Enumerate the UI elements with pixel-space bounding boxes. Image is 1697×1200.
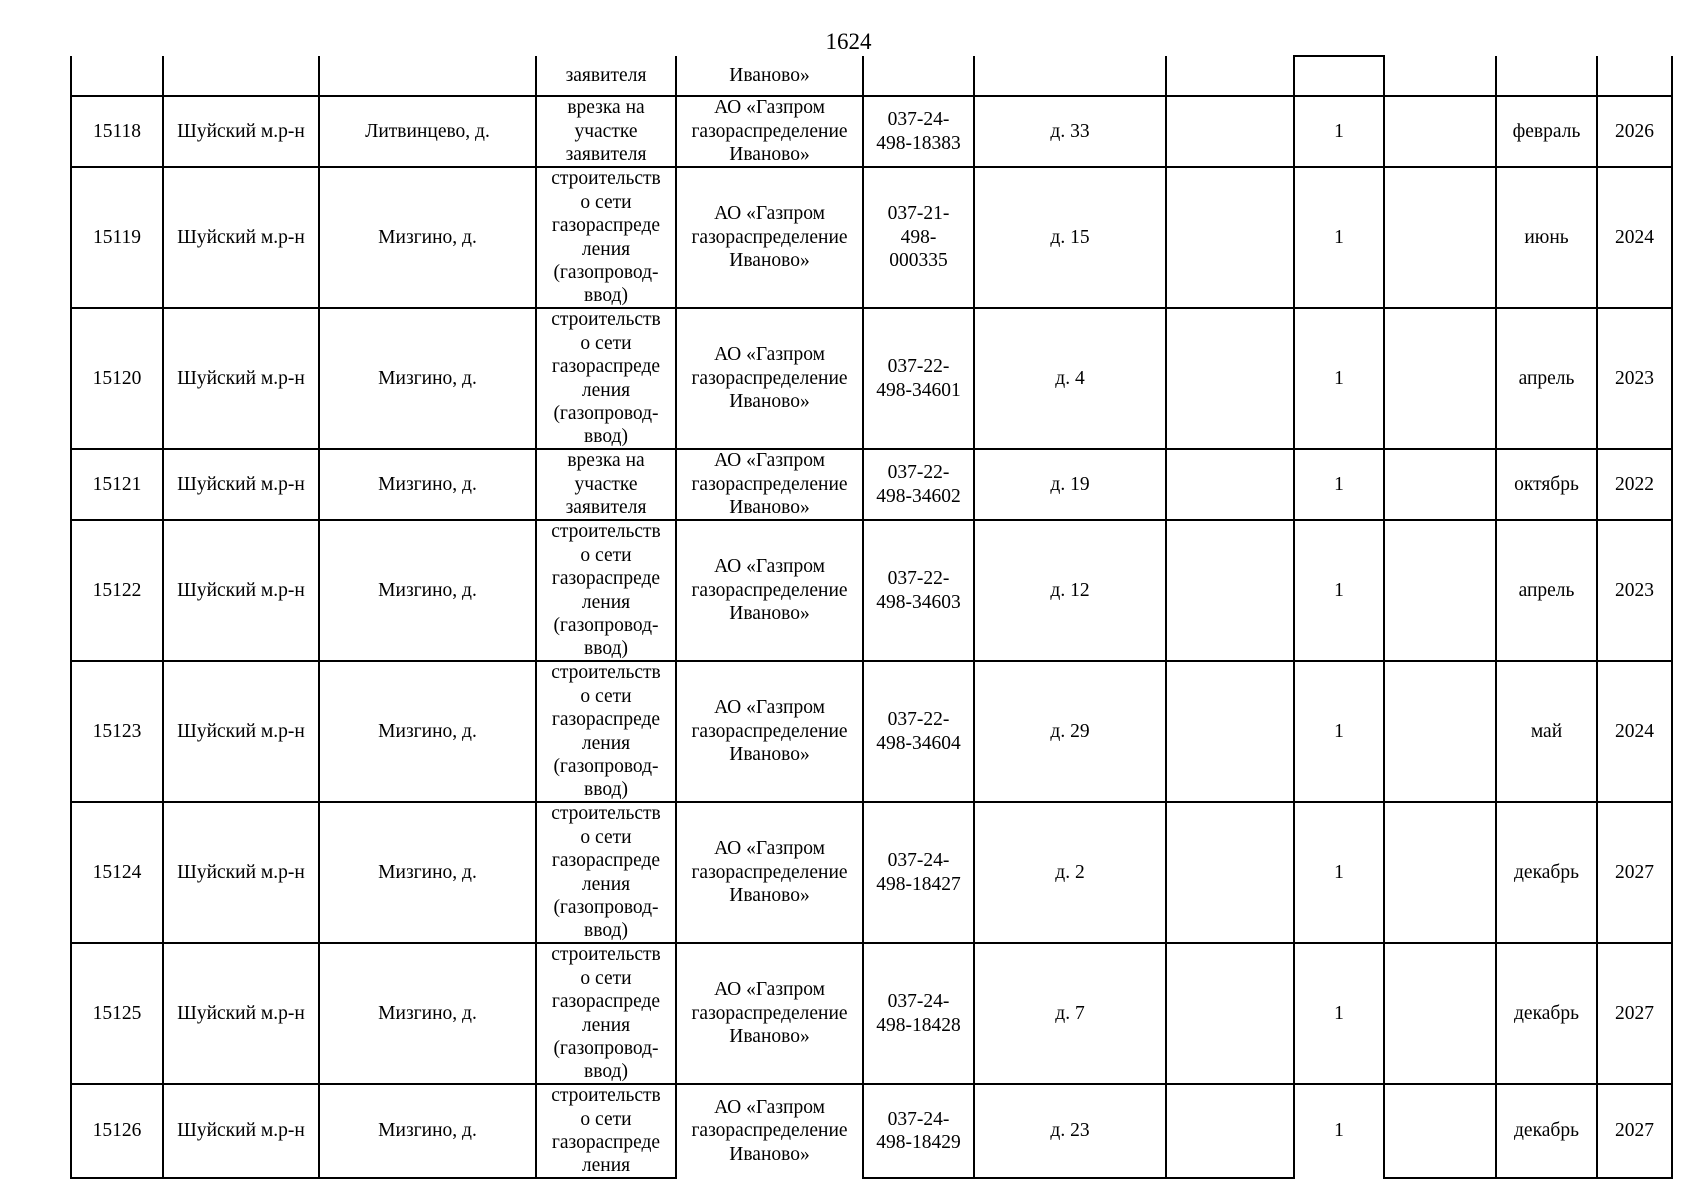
year: 2023 <box>1615 367 1654 389</box>
month: февраль <box>1512 120 1581 142</box>
year: 2027 <box>1615 1120 1654 1142</box>
empty-cell <box>1384 520 1496 661</box>
empty-cell <box>1166 520 1294 661</box>
empty-cell <box>1166 449 1294 520</box>
quantity: 1 <box>1334 720 1344 742</box>
empty-cell <box>1384 96 1496 167</box>
work-type: заявителя <box>565 65 647 87</box>
district: Шуйский м.р-н <box>177 1002 305 1024</box>
work-type: строительств о сети газораспреде ления (газопровод- ввод) <box>551 309 661 448</box>
year: 2026 <box>1615 120 1654 142</box>
quantity: 1 <box>1334 473 1344 495</box>
row-number: 15118 <box>92 120 142 142</box>
address: д. 2 <box>1055 861 1085 883</box>
locality: Мизгино, д. <box>378 1120 477 1142</box>
organization: Иваново» <box>729 65 810 87</box>
empty-cell <box>1166 1084 1294 1178</box>
empty-cell <box>1166 802 1294 943</box>
row-number: 15120 <box>92 367 142 389</box>
empty-cell <box>1384 167 1496 308</box>
locality: Мизгино, д. <box>378 1002 477 1024</box>
work-type: строительств о сети газораспреде ления (газопровод- ввод) <box>551 944 661 1083</box>
locality: Мизгино, д. <box>378 579 477 601</box>
request-code: 037-24- 498-18429 <box>876 1108 961 1153</box>
empty-cell <box>1166 308 1294 449</box>
work-type: строительств о сети газораспреде ления (газопровод- ввод) <box>551 168 661 307</box>
row-number: 15125 <box>92 1002 142 1024</box>
address: д. 29 <box>1050 720 1090 742</box>
district: Шуйский м.р-н <box>177 367 305 389</box>
row-number: 15121 <box>92 473 142 495</box>
empty-cell <box>1384 308 1496 449</box>
request-code: 037-22- 498-34604 <box>876 709 961 754</box>
page-number: 1624 <box>825 29 872 54</box>
empty-cell <box>1166 96 1294 167</box>
empty-cell <box>1166 661 1294 802</box>
district: Шуйский м.р-н <box>177 720 305 742</box>
empty-cell <box>1166 943 1294 1084</box>
month: декабрь <box>1514 1002 1579 1024</box>
empty-cell <box>1384 449 1496 520</box>
locality: Мизгино, д. <box>378 861 477 883</box>
request-code: 037-21- 498- 000335 <box>887 203 950 272</box>
address: д. 19 <box>1050 473 1090 495</box>
request-code: 037-24- 498-18428 <box>876 991 961 1036</box>
quantity: 1 <box>1334 120 1344 142</box>
work-type: строительств о сети газораспреде ления <box>551 1085 661 1177</box>
locality: Мизгино, д. <box>378 720 477 742</box>
district: Шуйский м.р-н <box>177 1120 305 1142</box>
request-code: 037-24- 498-18427 <box>876 850 961 895</box>
row-number: 15119 <box>92 226 142 248</box>
locality: Литвинцево, д. <box>365 120 490 142</box>
month: апрель <box>1518 579 1575 601</box>
address: д. 23 <box>1050 1120 1090 1142</box>
district: Шуйский м.р-н <box>177 861 305 883</box>
row-number: 15122 <box>92 579 142 601</box>
work-type: врезка на участке заявителя <box>565 97 647 166</box>
locality: Мизгино, д. <box>378 367 477 389</box>
organization: АО «Газпром газораспределение Иваново» <box>691 344 848 413</box>
organization: АО «Газпром газораспределение Иваново» <box>691 1096 848 1165</box>
year: 2022 <box>1615 473 1654 495</box>
year: 2027 <box>1615 861 1654 883</box>
address: д. 7 <box>1055 1002 1085 1024</box>
empty-cell <box>1384 1084 1496 1178</box>
work-type: строительств о сети газораспреде ления (газопровод- ввод) <box>551 521 661 660</box>
work-type: строительств о сети газораспреде ления (газопровод- ввод) <box>551 662 661 801</box>
address: д. 33 <box>1050 120 1090 142</box>
district: Шуйский м.р-н <box>177 473 305 495</box>
row-number: 15123 <box>92 720 142 742</box>
work-type: врезка на участке заявителя <box>565 450 647 519</box>
district: Шуйский м.р-н <box>177 226 305 248</box>
month: октябрь <box>1514 473 1579 495</box>
locality: Мизгино, д. <box>378 226 477 248</box>
quantity: 1 <box>1334 1002 1344 1024</box>
quantity: 1 <box>1334 861 1344 883</box>
data-table <box>71 56 1672 1178</box>
year: 2027 <box>1615 1002 1654 1024</box>
month: декабрь <box>1514 1120 1579 1142</box>
request-code: 037-22- 498-34602 <box>876 462 961 507</box>
year: 2024 <box>1615 720 1654 742</box>
row-number: 15126 <box>92 1120 142 1142</box>
month: апрель <box>1518 367 1575 389</box>
request-code: 037-22- 498-34601 <box>876 356 961 401</box>
organization: АО «Газпром газораспределение Иваново» <box>691 203 848 272</box>
year: 2023 <box>1615 579 1654 601</box>
quantity: 1 <box>1334 367 1344 389</box>
table-horizontal-rule <box>1293 55 1385 57</box>
address: д. 15 <box>1050 226 1090 248</box>
work-type: строительств о сети газораспреде ления (газопровод- ввод) <box>551 803 661 942</box>
request-code: 037-22- 498-34603 <box>876 568 961 613</box>
district: Шуйский м.р-н <box>177 120 305 142</box>
organization: АО «Газпром газораспределение Иваново» <box>691 838 848 907</box>
address: д. 4 <box>1055 367 1085 389</box>
month: декабрь <box>1514 861 1579 883</box>
month: июнь <box>1524 226 1569 248</box>
empty-cell <box>1384 802 1496 943</box>
request-code: 037-24- 498-18383 <box>876 109 961 154</box>
quantity: 1 <box>1334 579 1344 601</box>
empty-cell <box>1384 661 1496 802</box>
empty-cell <box>1166 167 1294 308</box>
organization: АО «Газпром газораспределение Иваново» <box>691 979 848 1048</box>
district: Шуйский м.р-н <box>177 579 305 601</box>
quantity: 1 <box>1334 226 1344 248</box>
locality: Мизгино, д. <box>378 473 477 495</box>
organization: АО «Газпром газораспределение Иваново» <box>691 697 848 766</box>
address: д. 12 <box>1050 579 1090 601</box>
month: май <box>1530 720 1563 742</box>
organization: АО «Газпром газораспределение Иваново» <box>691 556 848 625</box>
organization: АО «Газпром газораспределение Иваново» <box>691 97 848 166</box>
year: 2024 <box>1615 226 1654 248</box>
quantity: 1 <box>1334 1120 1344 1142</box>
organization: АО «Газпром газораспределение Иваново» <box>691 450 848 519</box>
empty-cell <box>1384 943 1496 1084</box>
row-number: 15124 <box>92 861 142 883</box>
